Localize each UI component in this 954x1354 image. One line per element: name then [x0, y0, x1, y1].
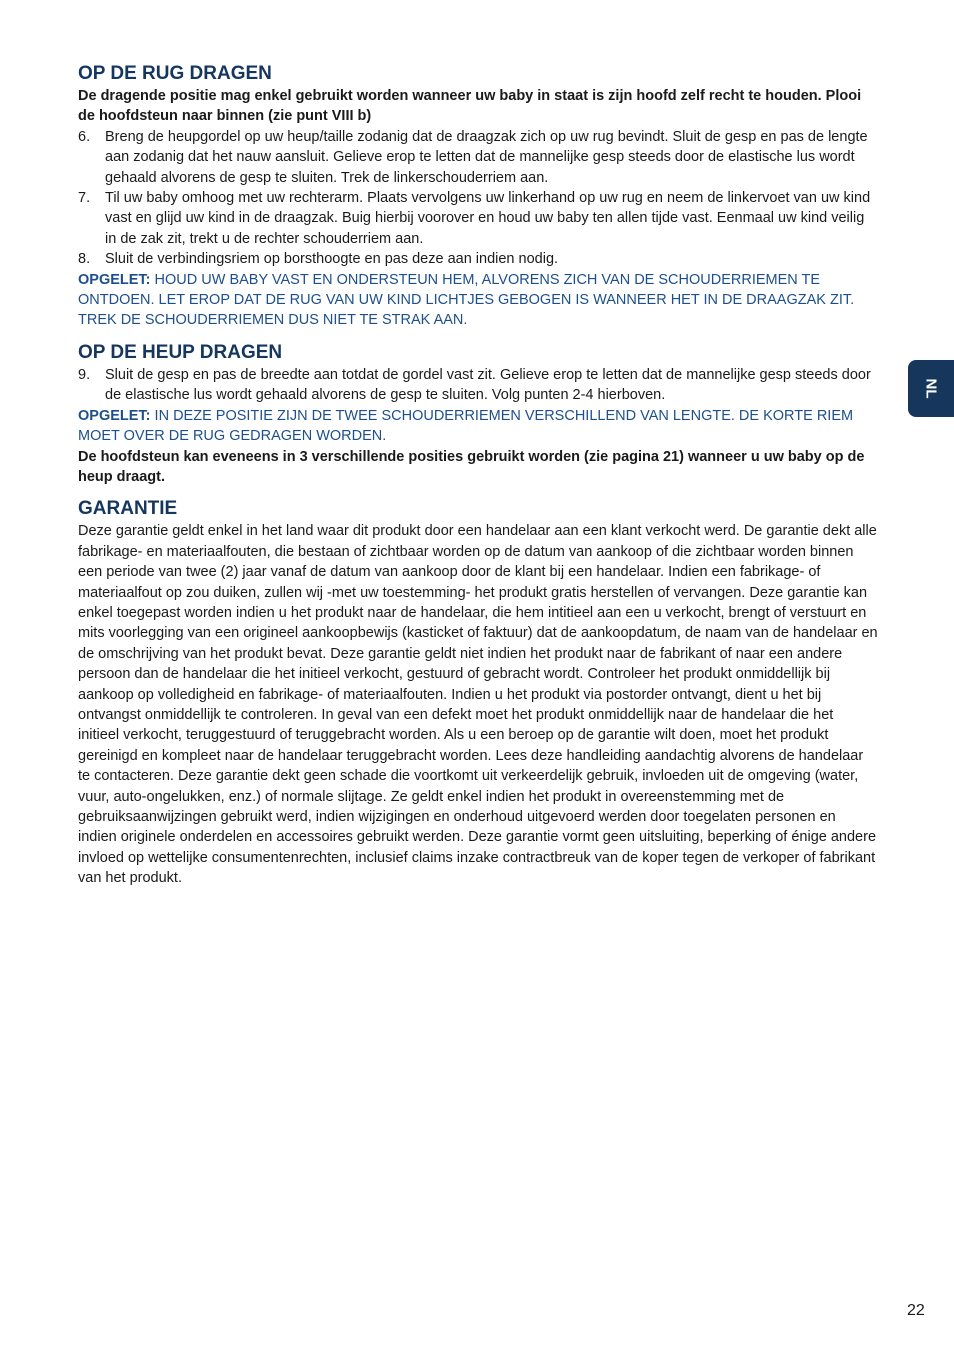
- language-tab: [908, 360, 954, 417]
- list-item: [78, 249, 878, 269]
- warning-text: IN DEZE POSITIE ZIJN DE TWEE SCHOUDERRIEMEN VERSCHILLEND VAN LENGTE. DE KORTE RIEM MOET OVER DE RUG GEDRAGEN WORDEN.: [78, 407, 854, 445]
- section-title-heup: OP DE HEUP DRAGEN: [78, 341, 283, 363]
- rug-intro: De dragende positie mag enkel gebruikt worden wanneer uw baby in staat is zijn hoofd zelf recht te houden. Plooi de hoofdsteun naar binnen (zie punt VIII b): [78, 88, 862, 125]
- list-item: [78, 365, 878, 406]
- page-number: 22: [907, 1302, 925, 1319]
- heup-warning: [78, 406, 878, 447]
- step-text: Sluit de gesp en pas de breedte aan totdat de gordel vast zit. Gelieve erop te letten dat de mannelijke gesp steeds door de elastische lus wordt gehaald alvorens de gesp te sluiten. Volg punten 2-4 hierboven.: [105, 366, 871, 404]
- step-text: Breng de heupgordel op uw heup/taille zodanig dat de draagzak zich op uw rug bevindt. Sluit de gesp en pas de lengte aan zodanig dat het nauw aansluit. Gelieve erop te letten dat de mannelijke gesp steeds door de elastische lus wordt gehaald alvorens de gesp te sluiten. Trek de linkerschouderriem aan.: [105, 128, 868, 186]
- warning-label: OPGELET:: [78, 407, 151, 424]
- page-content: [78, 62, 878, 889]
- step-number: 8.: [78, 251, 91, 268]
- rug-warning: [78, 270, 878, 331]
- section-title-rug: OP DE RUG DRAGEN: [78, 63, 272, 84]
- heup-steps: [78, 365, 878, 406]
- warning-text: HOUD UW BABY VAST EN ONDERSTEUN HEM, ALVORENS ZICH VAN DE SCHOUDERRIEMEN TE ONTDOEN. LET EROP DAT DE RUG VAN UW KIND LICHTJES GEBOGEN IS WANNEER HET IN DE DRAAGZAK ZIT. TREK DE SCHOUDERRIEMEN DUS NIET TE STRAK AAN.: [78, 271, 855, 329]
- step-text: Til uw baby omhoog met uw rechterarm. Plaats vervolgens uw linkerhand op uw rug en neem de linkervoet van uw kind vast en glijd uw kind in de draagzak. Buig hierbij voorover en houd uw baby ten allen tijde vast. Eenmaal uw kind veilig in de zak zit, trekt u de rechter schouderriem aan.: [105, 190, 871, 247]
- list-item: [78, 127, 878, 188]
- section-title-garantie: GARANTIE: [78, 498, 178, 520]
- rug-steps: [78, 127, 878, 270]
- step-number: 6.: [78, 128, 91, 145]
- garantie-body: Deze garantie geldt enkel in het land waar dit produkt door een handelaar aan een klant verkocht werd. De garantie dekt alle fabrikage- en materiaalfouten, die bestaan of zichtbaar worden op de datum van aankoop of die zichtbaar worden binnen een periode van twee (2) jaar vanaf de datum van aankoop door de klant bij een handelaar. Indien een fabrikage- of materiaalfout op zou duiken, zullen wij -met uw toestemming- het produkt gratis herstellen of vervangen. Deze garantie kan enkel toegepast worden indien u het produkt naar de handelaar, die hem intitieel aan een u verkocht, brengt of verstuurt en mits voorlegging van een origineel aankoopbewijs (kasticket of faktuur) dat de aankoopdatum, de naam van de handelaar en de omschrijving van het produkt bevat. Deze garantie geldt niet indien het produkt naar de fabrikant of naar een andere persoon dan de handelaar die het initieel verkocht, gestuurd of gebracht wordt. Controleer het produkt onmiddellijk bij aankoop op volledigheid en fabrikage- of materiaalfouten. Indien u het produkt via postorder ontvangt, dient u het bij ontvangst onmiddellijk te controleren. In geval van een defekt moet het produkt onmiddellijk naar de handelaar die het initieel verkocht, teruggestuurd of teruggebracht worden. Als u een beroep op de garantie wilt doen, moet het produkt gereinigd en kompleet naar de handelaar teruggebracht worden. Lees deze handleiding aandachtig alvorens de handelaar te contacteren. Deze garantie dekt geen schade die voortkomt uit verkeerdelijk gebruik, invloeden uit de omgeving (water, vuur, auto-ongelukken, enz.) of normale slijtage. Ze geldt enkel indien het produkt in overeenstemming met de gebruiksaanwijzingen gebruikt werd, indien wijzigingen en onderhoud uitgevoerd werden door toegelaten personen en indien originele onderdelen en accessoires gebruikt werden. Deze garantie vormt geen uitsluiting, beperking of énige andere invloed op wettelijke consumentenrechten, inclusief claims inzake contractbreuk van de koper tegen de verkoper of fabrikant van het produkt.: [78, 523, 878, 887]
- step-number: 9.: [78, 366, 91, 383]
- language-tab-label: NL: [922, 378, 940, 399]
- heup-note: De hoofdsteun kan eveneens in 3 verschillende posities gebruikt worden (zie pagina 21) wanneer u uw baby op de heup draagt.: [78, 448, 865, 485]
- step-number: 7.: [78, 190, 91, 207]
- list-item: [78, 188, 878, 249]
- warning-label: OPGELET:: [78, 271, 151, 288]
- step-text: Sluit de verbindingsriem op borsthoogte en pas deze aan indien nodig.: [105, 251, 559, 268]
